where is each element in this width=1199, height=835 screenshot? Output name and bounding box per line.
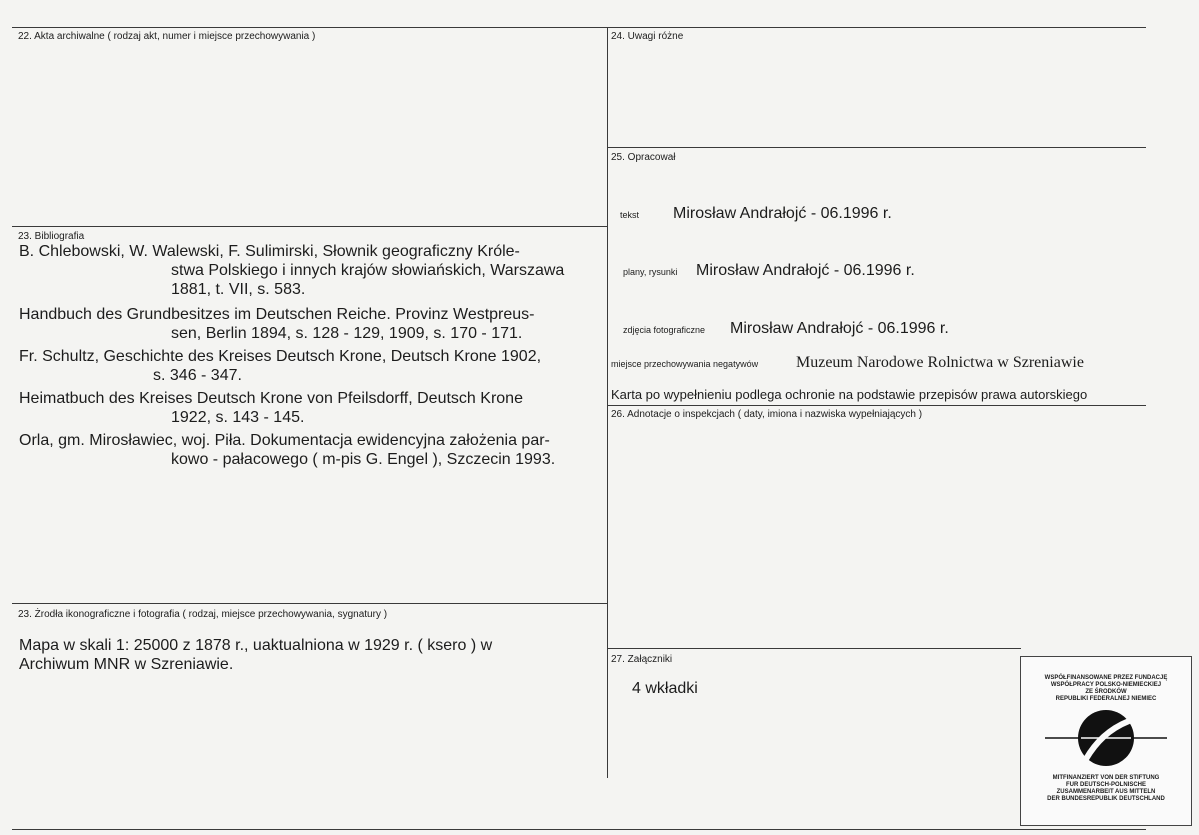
bibliography-entry: Fr. Schultz, Geschichte des Kreises Deutsch Krone, Deutsch Krone 1902, s. 346 - 347.	[19, 348, 542, 384]
negatywy-value: Muzeum Narodowe Rolnictwa w Szreniawie	[796, 354, 1084, 371]
attachments-value: 4 wkładki	[632, 680, 698, 697]
divider-23-23b	[12, 603, 607, 604]
section-24-label: 24. Uwagi różne	[611, 31, 684, 42]
divider-24-25	[607, 147, 1146, 148]
bibliography-entry: Heimatbuch des Kreises Deutsch Krone von Pfeilsdorff, Deutsch Krone 1922, s. 143 - 145.	[19, 390, 523, 426]
section-25-label: 25. Opracował	[611, 152, 676, 163]
zdjecia-label: zdjęcia fotograficzne	[623, 325, 706, 335]
divider-25-26	[607, 405, 1146, 406]
negatywy-label: miejsce przechowywania negatywów	[611, 359, 759, 369]
section-22-label: 22. Akta archiwalne ( rodzaj akt, numer i miejsce przechowywania )	[18, 31, 316, 42]
zdjecia-value: Mirosław Andrałojć - 06.1996 r.	[730, 320, 949, 337]
section-23-label: 23. Bibliografia	[18, 231, 85, 242]
foundation-logo-icon	[1041, 707, 1171, 769]
section-27-label: 27. Załączniki	[611, 654, 673, 665]
top-border	[12, 27, 1146, 28]
plany-value: Mirosław Andrałojć - 06.1996 r.	[696, 262, 915, 279]
iconographic-text: Mapa w skali 1: 25000 z 1878 r., uaktualniona w 1929 r. ( ksero ) w Archiwum MNR w Szreniawie.	[19, 637, 493, 673]
copyright-notice: Karta po wypełnieniu podlega ochronie na podstawie przepisów prawa autorskiego	[611, 387, 1088, 402]
section-23b-label: 23. Żrodła ikonograficzne i fotografia ( rodzaj, miejsce przechowywania, sygnatury )	[18, 609, 388, 620]
tekst-label: tekst	[620, 210, 640, 220]
section-26-label: 26. Adnotacje o inspekcjach ( daty, imiona i nazwiska wypełniających )	[611, 409, 923, 420]
divider-22-23	[12, 226, 607, 227]
bibliography-entry: Orla, gm. Mirosławiec, woj. Piła. Dokumentacja ewidencyjna założenia par- kowo - pałacowego ( m-pis G. Engel ), Szczecin 1993.	[19, 432, 556, 468]
foundation-stamp: WSPÓŁFINANSOWANE PRZEZ FUNDACJĘ WSPÓŁPRACY POLSKO-NIEMIECKIEJ ZE ŚRODKÓW REPUBLIKI FEDERALNEJ NIEMIEC MITFINANZIERT VON DER STIFTUNG FUR DEUTSCH-POLNISCHE ZUSAMMENARBEIT AUS MITTELN DER BUNDESREPUBLIK DEUTSCHLAND	[1020, 656, 1192, 826]
bottom-border	[12, 829, 1146, 830]
bibliography-entry: Handbuch des Grundbesitzes im Deutschen Reiche. Provinz Westpreus- sen, Berlin 1894, s. 128 - 129, 1909, s. 170 - 171.	[19, 306, 535, 342]
bibliography-entry: B. Chlebowski, W. Walewski, F. Sulimirski, Słownik geograficzny Króle- stwa Polskiego i innych krajów słowiańskich, Warszawa 1881, t. VII, s. 583.	[19, 243, 565, 298]
bibliography-list	[19, 242, 609, 469]
plany-label: plany, rysunki	[623, 267, 678, 277]
divider-26-27	[607, 648, 1021, 649]
tekst-value: Mirosław Andrałojć - 06.1996 r.	[673, 205, 892, 222]
